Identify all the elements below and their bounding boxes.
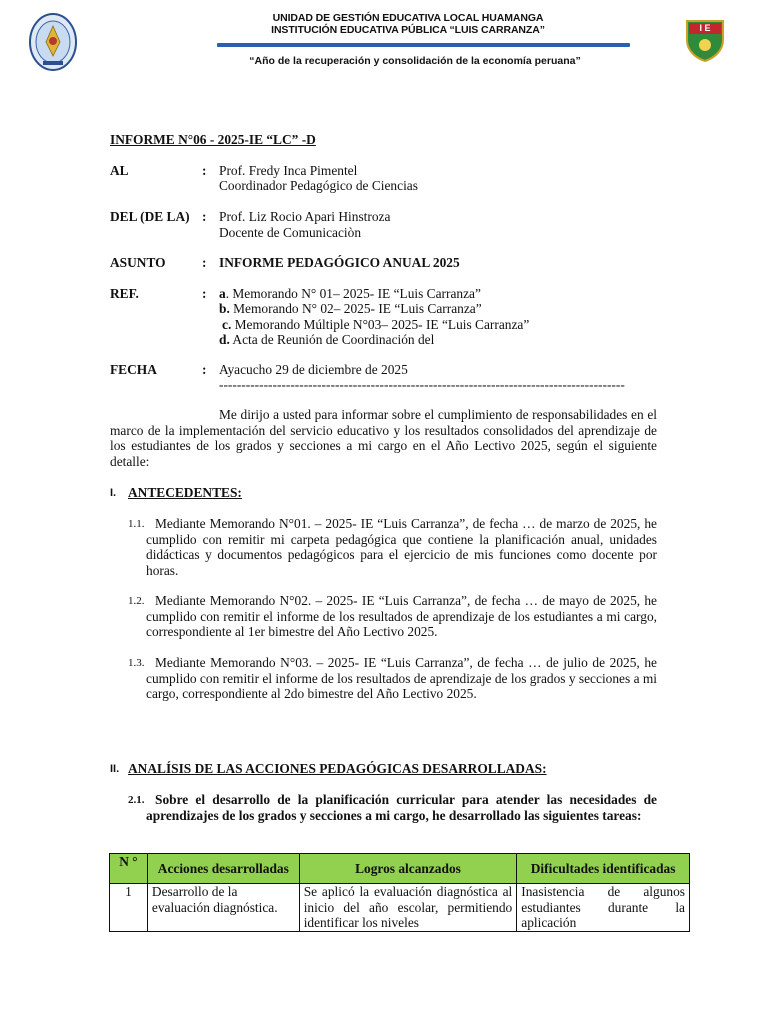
- school-shield-logo: [684, 18, 726, 62]
- antecedent-item: [128, 593, 657, 640]
- item-number: 1.1.: [128, 518, 145, 530]
- row-achievement: Se aplicó la evaluación diagnóstica al inicio del año escolar, permitiendo identificar los niveles: [299, 884, 517, 932]
- dash-separator: -------------------------------------------------------------------------------------------: [219, 377, 625, 392]
- ref-letter: d.: [219, 332, 230, 347]
- del-label: DEL (DE LA): [110, 209, 190, 224]
- ref-item-c: [222, 317, 529, 333]
- ref-text: . Memorando N° 01– 2025- IE “Luis Carranza”: [225, 286, 481, 301]
- row-action: Desarrollo de la evaluación diagnóstica.: [147, 884, 299, 932]
- asunto-colon: :: [202, 255, 207, 270]
- header-ugel-line: UNIDAD DE GESTIÓN EDUCATIVA LOCAL HUAMANGA: [272, 12, 544, 24]
- al-colon: :: [202, 163, 207, 178]
- row-number: 1: [110, 884, 148, 932]
- ref-text: Memorando N° 02– 2025- IE “Luis Carranza”: [229, 301, 482, 316]
- section1-title: ANTECEDENTES:: [128, 485, 242, 500]
- header-divider: [217, 43, 630, 47]
- subsection-text: Sobre el desarrollo de la planificación curricular para atender las necesidades de aprendizajes de los grados y secciones a mi cargo, he desarrollado las siguientes tareas:: [146, 792, 657, 823]
- col-header-actions: Acciones desarrolladas: [147, 854, 299, 884]
- col-header-number: N °: [110, 854, 148, 884]
- ref-letter: b.: [219, 301, 230, 316]
- ref-label: REF.: [110, 286, 139, 301]
- col-header-achievements: Logros alcanzados: [299, 854, 517, 884]
- del-role: Docente de Comunicaciòn: [219, 225, 362, 240]
- table-header-row: [110, 854, 690, 884]
- ref-colon: :: [202, 286, 207, 301]
- asunto-label: ASUNTO: [110, 255, 166, 270]
- fecha-colon: :: [202, 362, 207, 377]
- ref-item-d: [219, 332, 434, 348]
- table-row: [110, 884, 690, 932]
- ref-item-a: [219, 286, 481, 302]
- al-label: AL: [110, 163, 129, 178]
- item-text: Mediante Memorando N°03. – 2025- IE “Luis Carranza”, de fecha … de julio de 2025, he cumplido con remitir el informe de los resultados de aprendizaje de los grados y secciones a mi cargo, correspondiente al 2do bimestre del Año Lectivo 2025.: [146, 655, 657, 702]
- actions-table: [109, 853, 690, 932]
- antecedent-item: [128, 516, 657, 578]
- ref-text: Acta de Reunión de Coordinación del: [229, 332, 435, 347]
- header-institution-line: INSTITUCIÓN EDUCATIVA PÚBLICA “LUIS CARRANZA”: [271, 24, 545, 36]
- subsection-2-1: [128, 792, 657, 823]
- ugel-seal-logo: [29, 12, 77, 72]
- report-title: INFORME N°06 - 2025-IE “LC” -D: [110, 132, 316, 147]
- section2-title: ANALÍSIS DE LAS ACCIONES PEDAGÓGICAS DESARROLLADAS:: [128, 761, 547, 776]
- ref-item-b: [219, 301, 482, 317]
- year-slogan: “Año de la recuperación y consolidación de la economía peruana”: [249, 55, 581, 67]
- al-role: Coordinador Pedagógico de Ciencias: [219, 178, 418, 193]
- item-number: 1.2.: [128, 595, 145, 607]
- del-colon: :: [202, 209, 207, 224]
- fecha-label: FECHA: [110, 362, 157, 377]
- fecha-value: Ayacucho 29 de diciembre de 2025: [219, 362, 408, 377]
- col-header-difficulties: Dificultades identificadas: [517, 854, 690, 884]
- item-text: Mediante Memorando N°02. – 2025- IE “Luis Carranza”, de fecha … de mayo de 2025, he cumplido con remitir el informe de los resultados de aprendizaje de los estudiantes a mi cargo, correspondiente al 1er bimestre del Año Lectivo 2025.: [146, 593, 657, 640]
- subsection-number: 2.1.: [128, 794, 145, 806]
- section2-number: II.: [110, 763, 120, 775]
- row-difficulty: Inasistencia de algunos estudiantes durante la aplicación: [517, 884, 690, 932]
- item-number: 1.3.: [128, 657, 145, 669]
- intro-paragraph: Me dirijo a usted para informar sobre el cumplimiento de responsabilidades en el marco de la implementación del servicio educativo y los resultados consolidados del aprendizaje de los estudiantes de los grados y secciones a mi cargo en el Año Lectivo 2025, según el siguiente detalle:: [110, 407, 657, 469]
- antecedent-item: [128, 655, 657, 702]
- del-name: Prof. Liz Rocio Apari Hinstroza: [219, 209, 391, 224]
- shield-letters: I E: [699, 23, 711, 33]
- asunto-value: INFORME PEDAGÓGICO ANUAL 2025: [219, 255, 460, 270]
- ref-letter: a: [219, 286, 226, 301]
- ref-text: Memorando Múltiple N°03– 2025- IE “Luis Carranza”: [231, 317, 530, 332]
- section1-number: I.: [110, 487, 117, 499]
- ref-letter: c.: [222, 317, 232, 332]
- item-text: Mediante Memorando N°01. – 2025- IE “Luis Carranza”, de fecha … de marzo de 2025, he cumplido con remitir mi carpeta pedagógica que contiene la planificación anual, unidades didácticas y documentos pedagógicos para el ejercicio de mis funciones como docente por horas.: [146, 516, 657, 578]
- al-name: Prof. Fredy Inca Pimentel: [219, 163, 358, 178]
